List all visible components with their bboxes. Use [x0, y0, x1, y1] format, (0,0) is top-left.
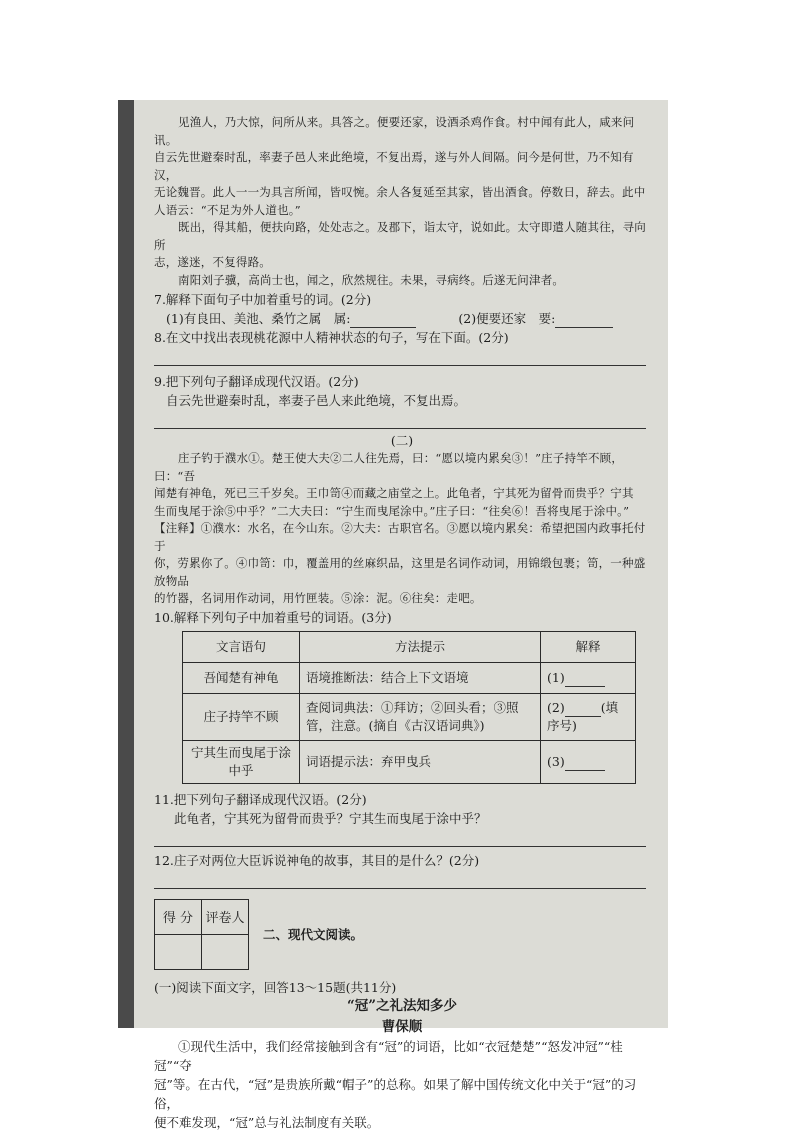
passage-line: 南阳刘子骥，高尚士也，闻之，欣然规往。未果，寻病终。后遂无问津者。 — [178, 272, 565, 287]
table-cell-answer[interactable] — [541, 693, 636, 740]
passage-line: 见渔人，乃大惊，问所从来。具答之。便要还家，设酒杀鸡作食。村中闻有此人，咸来问讯。 — [154, 115, 635, 147]
table-cell-hint: 语境推断法：结合上下文语境 — [300, 662, 541, 693]
table-header: 文言语句 — [183, 631, 300, 662]
table-row — [183, 740, 636, 783]
passage-line: 生而曳尾于涂⑤中乎？”二大夫曰：“宁生而曳尾涂中。”庄子曰：“往矣⑥！吾将曳尾于涂中。” — [154, 503, 630, 518]
answer-label: (2) — [547, 699, 565, 715]
q9-answer-line[interactable] — [154, 410, 646, 429]
table-cell-sentence: 吾闻楚有神龟 — [183, 662, 300, 693]
grader-label: 评卷人 — [202, 899, 249, 934]
q11-answer-line[interactable] — [154, 828, 646, 847]
passage-line: 志，遂迷，不复得路。 — [154, 255, 271, 269]
answer-blank[interactable] — [565, 716, 601, 717]
question-9-text: 9.把下列句子翻译成现代汉语。(2分) — [154, 374, 359, 389]
table-cell-hint: 词语提示法：弃甲曳兵 — [300, 740, 541, 783]
article-line: 便不难发现，“冠”总与礼法制度有关联。 — [154, 1114, 380, 1130]
passage-taohuayuan — [154, 114, 650, 289]
passage-line: 既出，得其船，便扶向路，处处志之。及郡下，诣太守，说如此。太守即遣人随其往，寻向所 — [154, 220, 646, 252]
reading-1-instruction: (一)阅读下面文字，回答13～15题(共11分) — [154, 979, 397, 995]
answer-blank[interactable] — [565, 770, 605, 771]
question-7 — [154, 290, 650, 328]
table-header-row — [183, 631, 636, 662]
passage-line: 无论魏晋。此人一一为具言所闻，皆叹惋。余人各复延至其家，皆出酒食。停数日，辞去。此中 — [154, 185, 646, 199]
passage-zhuangzi — [154, 450, 650, 608]
reading-1 — [154, 978, 650, 1132]
question-10 — [154, 608, 650, 784]
score-label: 得 分 — [155, 899, 202, 934]
question-8-text: 8.在文中找出表现桃花源中人精神状态的句子，写在下面。(2分) — [154, 330, 509, 345]
article-line: ①现代生活中，我们经常接触到含有“冠”的词语，比如“衣冠楚楚”“怒发冲冠”“桂冠”“夺 — [154, 1038, 623, 1073]
section-2-title: 二、现代文阅读。 — [263, 926, 364, 942]
question-8 — [154, 328, 650, 366]
table-row — [183, 693, 636, 740]
question-12 — [154, 851, 650, 889]
question-11 — [154, 790, 650, 847]
q12-answer-line[interactable] — [154, 870, 646, 889]
question-9-sentence: 自云先世避秦时乱，率妻子邑人来此绝境，不复出焉。 — [166, 393, 467, 408]
passage-line: 庄子钓于濮水①。楚王使大夫②二人往先焉，曰：“愿以境内累矣③！”庄子持竿不顾，曰：“吾 — [154, 451, 624, 483]
q7-item-1: (1)有良田、美池、桑竹之属 属: — [166, 311, 351, 326]
answer-tail: (填序号) — [547, 699, 619, 733]
table-row — [183, 662, 636, 693]
scan-shadow-band — [118, 100, 134, 1028]
article-line: 冠”等。在古代，“冠”是贵族所戴“帽子”的总称。如果了解中国传统文化中关于“冠”的习俗， — [154, 1076, 637, 1111]
section-2-header — [154, 899, 650, 970]
answer-label: (3) — [547, 753, 565, 769]
score-table — [154, 899, 249, 970]
question-12-text: 12.庄子对两位大臣诉说神龟的故事，其目的是什么？(2分) — [154, 852, 480, 868]
table-header: 方法提示 — [300, 631, 541, 662]
notes-line: 你，劳累你了。④巾笥：巾，覆盖用的丝麻织品，这里是名词作动词，用锦缎包裹；笥，一种盛放物品 — [154, 556, 646, 588]
passage-line: 自云先世避秦时乱，率妻子邑人来此绝境，不复出焉，遂与外人间隔。问今是何世，乃不知有汉， — [154, 150, 634, 182]
table-cell-hint: 查阅词典法：①拜访；②回头看；③照管，注意。(摘自《古汉语词典》) — [300, 693, 541, 740]
answer-blank[interactable] — [565, 686, 605, 687]
table-cell-answer[interactable] — [541, 740, 636, 783]
exam-page — [134, 100, 668, 1130]
question-11-text: 11.把下列句子翻译成现代汉语。(2分) — [154, 791, 367, 807]
notes-line: 的竹器，名词用作动词，用竹匣装。⑤涂：泥。⑥往矣：走吧。 — [154, 591, 482, 605]
grader-box[interactable] — [202, 934, 249, 969]
passage-line: 人语云：“不足为外人道也。” — [154, 202, 301, 217]
article-author: 曹保顺 — [381, 1018, 423, 1035]
question-7-text: 7.解释下面句子中加着重号的词。(2分) — [154, 292, 372, 307]
article-title: “冠”之礼法知多少 — [346, 997, 458, 1014]
score-box[interactable] — [155, 934, 202, 969]
question-7-items — [154, 309, 650, 328]
question-11-sentence: 此龟者，宁其死为留骨而贵乎？宁其生而曳尾于涂中乎？ — [174, 810, 487, 826]
q8-answer-line[interactable] — [154, 347, 646, 366]
question-10-text: 10.解释下列句子中加着重号的词语。(3分) — [154, 609, 392, 625]
notes-line: 【注释】①濮水：水名，在今山东。②大夫：古职官名。③愿以境内累矣：希望把国内政事托付于 — [154, 521, 646, 553]
table-header: 解释 — [541, 631, 636, 662]
q7-item-2: (2)便要还家 要: — [458, 311, 556, 326]
question-9 — [154, 372, 650, 429]
answer-label: (1) — [547, 669, 565, 685]
passage-line: 闻楚有神龟，死已三千岁矣。王巾笥④而藏之庙堂之上。此龟者，宁其死为留骨而贵乎？宁其 — [154, 486, 634, 500]
q10-table — [182, 631, 636, 784]
part-2-heading: (二) — [390, 433, 414, 448]
table-cell-sentence: 庄子持竿不顾 — [183, 693, 300, 740]
table-cell-answer[interactable] — [541, 662, 636, 693]
q7-answer-2-blank[interactable] — [555, 327, 613, 328]
table-cell-sentence: 宁其生而曳尾于涂中乎 — [183, 740, 300, 783]
